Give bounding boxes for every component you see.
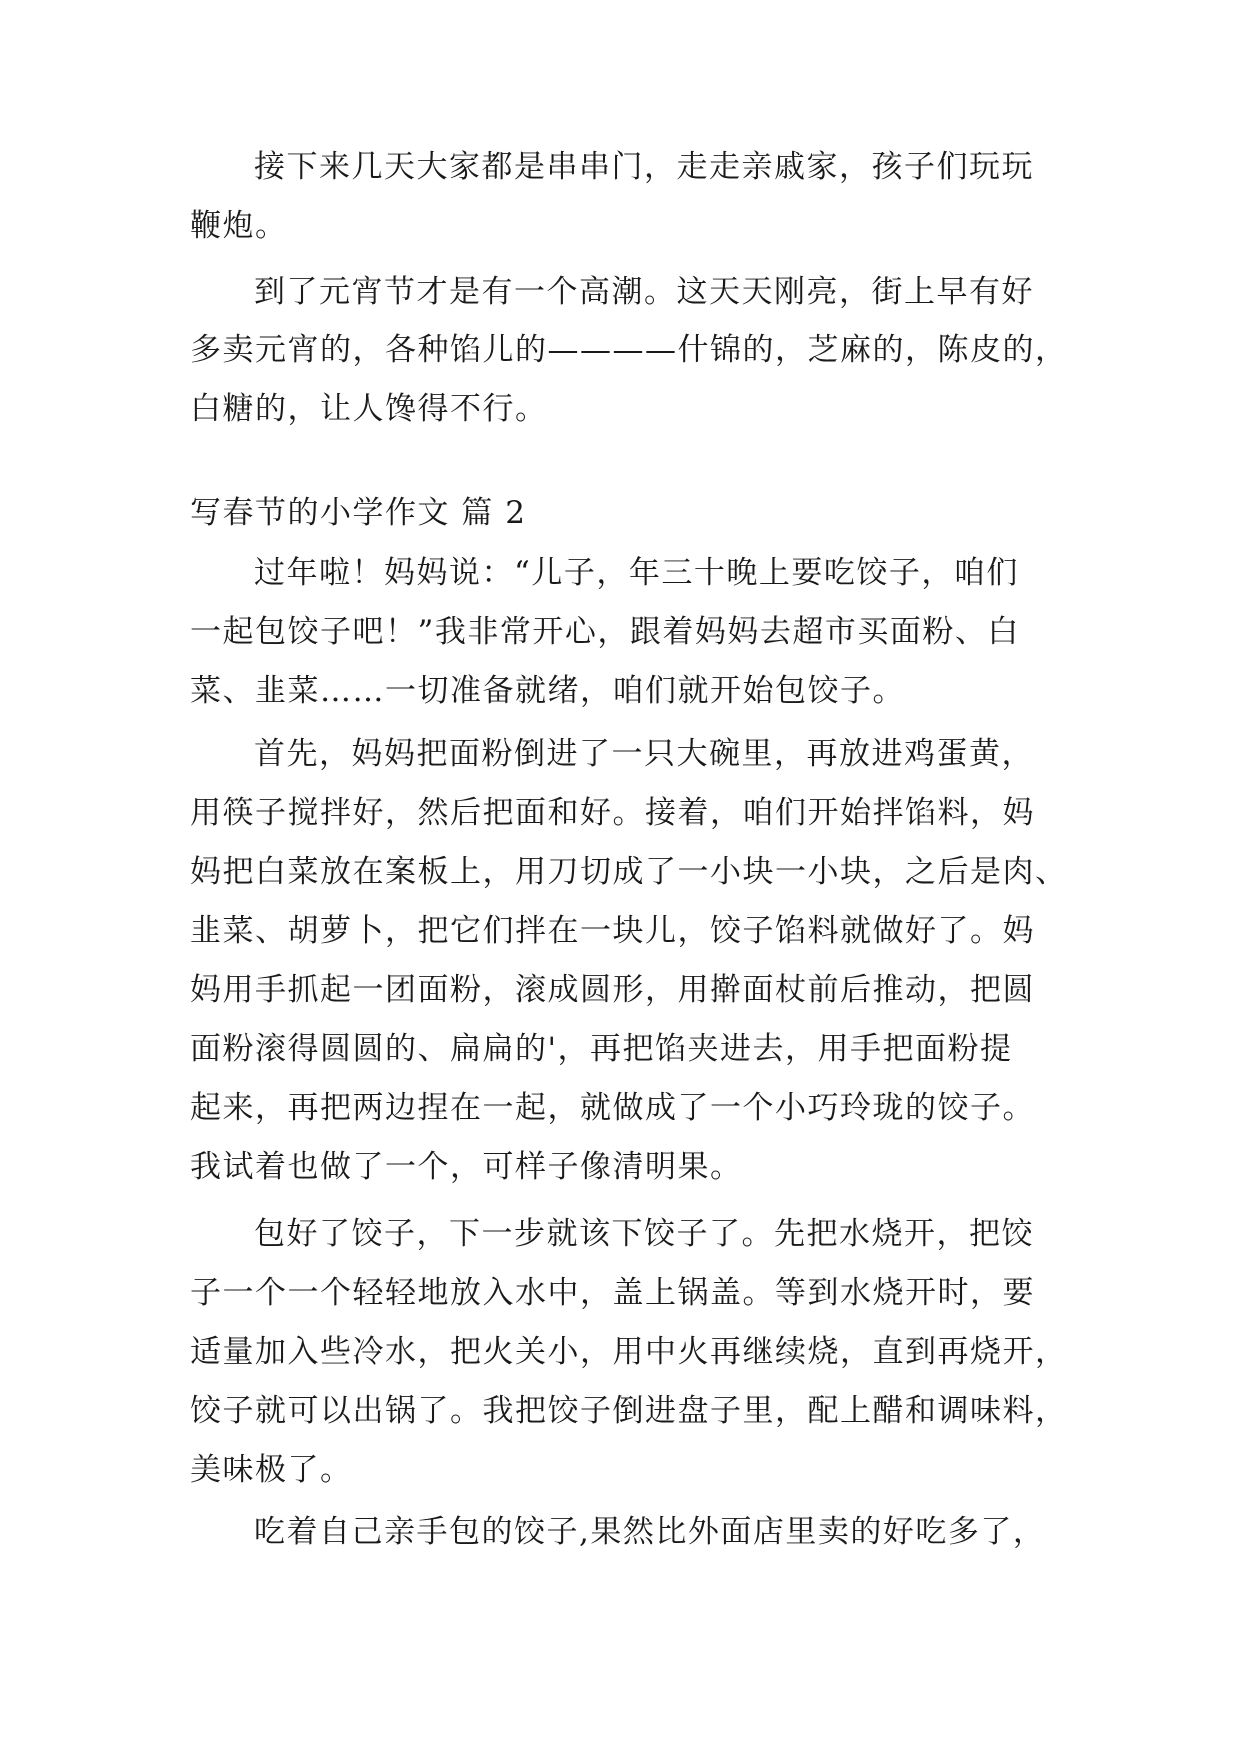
paragraph-line: 吃着自己亲手包的饺子,果然比外面店里卖的好吃多了， <box>254 1514 1046 1550</box>
paragraph-line: 面粉滚得圆圆的、扁扁的'，再把馅夹进去，用手把面粉提 <box>190 1031 1013 1067</box>
paragraph-line: 首先，妈妈把面粉倒进了一只大碗里，再放进鸡蛋黄， <box>254 736 1034 772</box>
paragraph-line: 到了元宵节才是有一个高潮。这天天刚亮，街上早有好 <box>254 274 1034 310</box>
paragraph-line: 我试着也做了一个，可样子像清明果。 <box>190 1149 743 1185</box>
paragraph-line: 接下来几天大家都是串串门，走走亲戚家，孩子们玩玩 <box>254 149 1034 185</box>
paragraph-line: 子一个一个轻轻地放入水中，盖上锅盖。等到水烧开时，要 <box>190 1275 1035 1311</box>
paragraph-line: 韭菜、胡萝卜，把它们拌在一块儿，饺子馅料就做好了。妈 <box>190 913 1035 949</box>
paragraph-line: 用筷子搅拌好，然后把面和好。接着，咱们开始拌馅料，妈 <box>190 795 1035 831</box>
section-heading: 写春节的小学作文 篇 2 <box>190 495 527 531</box>
paragraph-line: 妈用手抓起一团面粉，滚成圆形，用擀面杖前后推动，把圆 <box>190 972 1035 1008</box>
paragraph-line: 妈把白菜放在案板上，用刀切成了一小块一小块，之后是肉、 <box>190 854 1068 890</box>
paragraph-line: 起来，再把两边捏在一起，就做成了一个小巧玲珑的饺子。 <box>190 1090 1035 1126</box>
paragraph-line: 菜、韭菜……一切准备就绪，咱们就开始包饺子。 <box>190 673 905 709</box>
paragraph-line: 适量加入些冷水，把火关小，用中火再继续烧，直到再烧开， <box>190 1334 1068 1370</box>
paragraph-line: 鞭炮。 <box>190 208 288 244</box>
paragraph-line: 白糖的，让人馋得不行。 <box>190 391 548 427</box>
paragraph-line: 美味极了。 <box>190 1452 353 1488</box>
paragraph-line: 饺子就可以出锅了。我把饺子倒进盘子里，配上醋和调味料， <box>190 1393 1068 1429</box>
paragraph-line: 多卖元宵的，各种馅儿的————什锦的，芝麻的，陈皮的， <box>190 332 1068 368</box>
paragraph-line: 一起包饺子吧！”我非常开心，跟着妈妈去超市买面粉、白 <box>190 614 1020 650</box>
paragraph-line: 过年啦！妈妈说：“儿子，年三十晚上要吃饺子，咱们 <box>254 555 1019 591</box>
paragraph-line: 包好了饺子，下一步就该下饺子了。先把水烧开，把饺 <box>254 1216 1034 1252</box>
